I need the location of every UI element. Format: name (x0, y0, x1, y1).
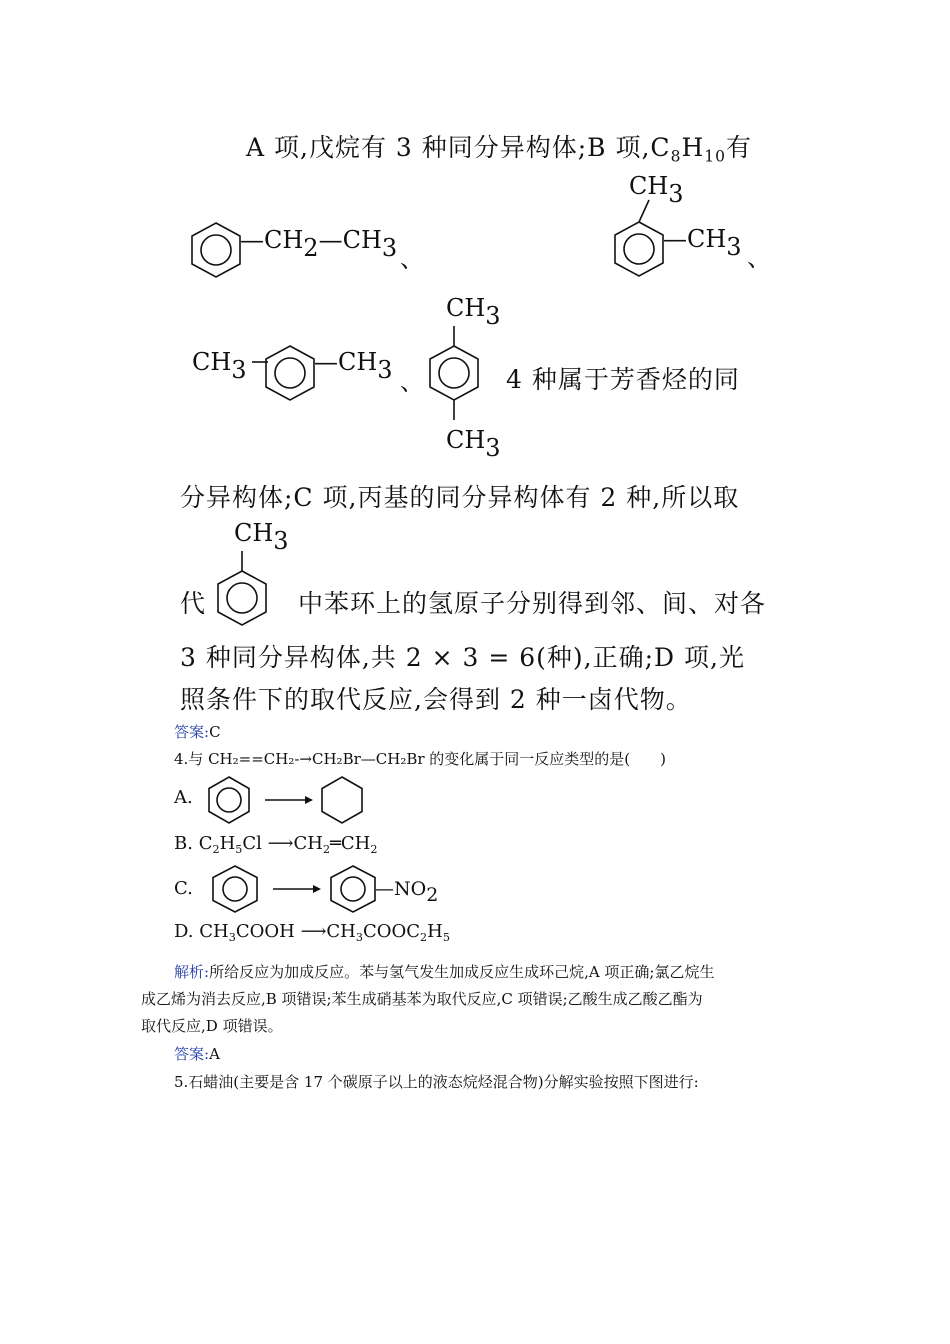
explanation-line-1: 解析:所给反应为加成反应。苯与氢气发生加成反应生成环己烷,A 项正确;氯乙烷生 (174, 963, 715, 981)
answer-3: 答案:C (174, 723, 221, 741)
svg-text:、: 、 (400, 368, 424, 396)
p-xylene-structure (420, 292, 510, 462)
svg-text:—NO2: —NO2 (375, 878, 439, 906)
option-b: B. $C_2H_5Cl$ $⟶CH_2═CH_2$ (174, 833, 378, 856)
solution-line-5-prefix: 代 (180, 589, 207, 618)
explanation-line-2: 成乙烯为消去反应,B 项错误;苯生成硝基苯为取代反应,C 项错误;乙酸生成乙酸乙酯为 (141, 990, 703, 1008)
solution-line-3: 4 种属于芳香烃的同 (506, 365, 740, 394)
solution-line-7: 照条件下的取代反应,会得到 2 种一卤代物。 (180, 685, 692, 714)
svg-text:、: 、 (747, 244, 771, 272)
question-5-stem: 5.石蜡油(主要是含 17 个碳原子以上的液态烷烃混合物)分解实验按照下图进行: (174, 1073, 699, 1091)
option-d: D. $CH_3COOH$ $⟶CH_3COOC_2H_5$ (174, 921, 450, 944)
answer-label: 答案: (174, 1045, 210, 1063)
option-c-reaction (205, 864, 465, 914)
answer-label: 答案: (174, 723, 210, 741)
ethylbenzene-structure (188, 215, 424, 285)
m-xylene-structure (188, 338, 424, 408)
solution-line-5: 中苯环上的氢原子分别得到邻、间、对各 (298, 589, 767, 618)
o-xylene-structure (605, 170, 785, 285)
svg-text:CH3: CH3 (446, 426, 501, 462)
option-c-label: C. (174, 878, 193, 899)
svg-text:—CH3: —CH3 (663, 225, 742, 261)
svg-text:—CH2—CH3: —CH2—CH3 (240, 226, 398, 262)
option-a-label: A. (174, 787, 193, 808)
svg-text:CH3: CH3 (192, 348, 247, 384)
svg-text:—CH3: —CH3 (314, 348, 393, 384)
solution-line-4: 分异构体;C 项,丙基的同分异构体有 2 种,所以取 (180, 483, 740, 512)
solution-line-6: 3 种同分异构体,共 2 × 3 = 6(种),正确;D 项,光 (180, 643, 745, 672)
explanation-line-3: 取代反应,D 项错误。 (141, 1017, 283, 1035)
explanation-label: 解析: (174, 963, 210, 981)
solution-line-1: A 项,戊烷有 3 种同分异构体;B 项$,C_8H_{10}$有 (246, 133, 753, 166)
option-a-reaction (205, 775, 375, 825)
svg-text:CH3: CH3 (446, 294, 501, 330)
question-4-stem: 4.与 CH₂==CH₂-→CH₂Br—CH₂Br 的变化属于同一反应类型的是( ) (174, 750, 666, 768)
answer-4: 答案:A (174, 1045, 220, 1063)
svg-text:CH3: CH3 (234, 519, 289, 555)
svg-text:CH3: CH3 (629, 172, 684, 208)
svg-text:、: 、 (400, 245, 424, 273)
toluene-structure (212, 515, 302, 635)
